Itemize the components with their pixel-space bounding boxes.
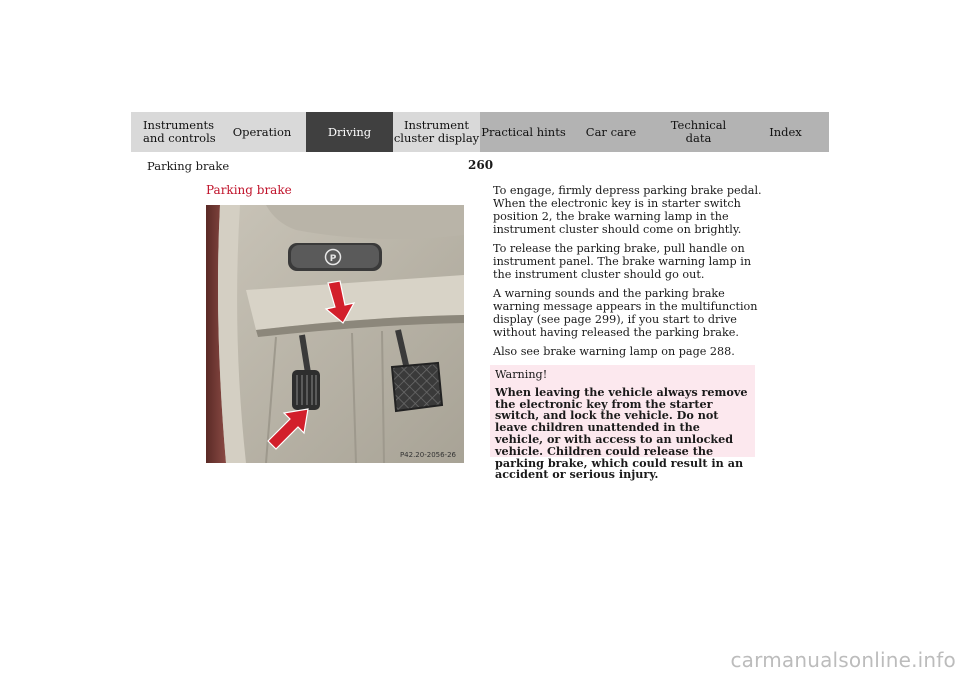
release-handle bbox=[288, 243, 382, 271]
warning-text: When leaving the vehicle always remove the electronic key from the starter switch, and lock the vehicle. Do not leave children unattended in the vehicle, or with access to an unlocked vehicle. Children could release the parking brake, which could result in an accident or serious injury. bbox=[495, 384, 748, 482]
figure-code: P42.20-2056-26 bbox=[399, 451, 456, 459]
warning-box bbox=[490, 365, 755, 482]
tab-label: Operation bbox=[232, 124, 292, 139]
parking-brake-pedal bbox=[292, 370, 320, 410]
tab-label: Instruments and controls bbox=[143, 118, 216, 145]
parking-symbol: P bbox=[329, 254, 337, 264]
tab-label: Technical data bbox=[670, 118, 727, 145]
paragraph: To release the parking brake, pull handle on instrument panel. The brake warning lamp in the instrument cluster should go out. bbox=[493, 242, 752, 281]
parking-brake-illustration bbox=[206, 205, 464, 463]
tab-label: Practical hints bbox=[481, 124, 566, 139]
tab-practical-hints[interactable] bbox=[480, 112, 567, 152]
chapter-tabs bbox=[131, 112, 829, 152]
tab-label: Car care bbox=[585, 124, 637, 139]
page-number: 260 bbox=[468, 158, 494, 172]
tab-operation[interactable] bbox=[218, 112, 306, 152]
tab-car-care[interactable] bbox=[567, 112, 655, 152]
tab-technical-data[interactable] bbox=[655, 112, 742, 152]
instructions bbox=[493, 184, 763, 364]
tab-label: Driving bbox=[327, 124, 372, 139]
running-title: Parking brake bbox=[147, 159, 230, 173]
tab-label: Index bbox=[769, 124, 802, 139]
brake-pedal bbox=[392, 363, 442, 411]
tab-instrument-cluster-display[interactable] bbox=[393, 112, 480, 152]
warning-title: Warning! bbox=[495, 368, 548, 381]
tab-driving[interactable] bbox=[306, 112, 393, 152]
section-heading: Parking brake bbox=[206, 183, 292, 197]
tab-label: Instrument cluster display bbox=[393, 118, 480, 145]
watermark: carmanualsonline.info bbox=[730, 648, 956, 672]
tab-index[interactable] bbox=[742, 112, 829, 152]
paragraph: A warning sounds and the parking brake warning message appears in the multifunction display (see page 299), if you start to drive without having released the parking brake. bbox=[493, 287, 758, 339]
tab-instruments-and-controls[interactable] bbox=[131, 112, 218, 152]
paragraph: Also see brake warning lamp on page 288. bbox=[493, 345, 735, 358]
paragraph: To engage, firmly depress parking brake pedal. When the electronic key is in starter switch position 2, the brake warning lamp in the instrument cluster should come on brightly. bbox=[493, 184, 762, 236]
